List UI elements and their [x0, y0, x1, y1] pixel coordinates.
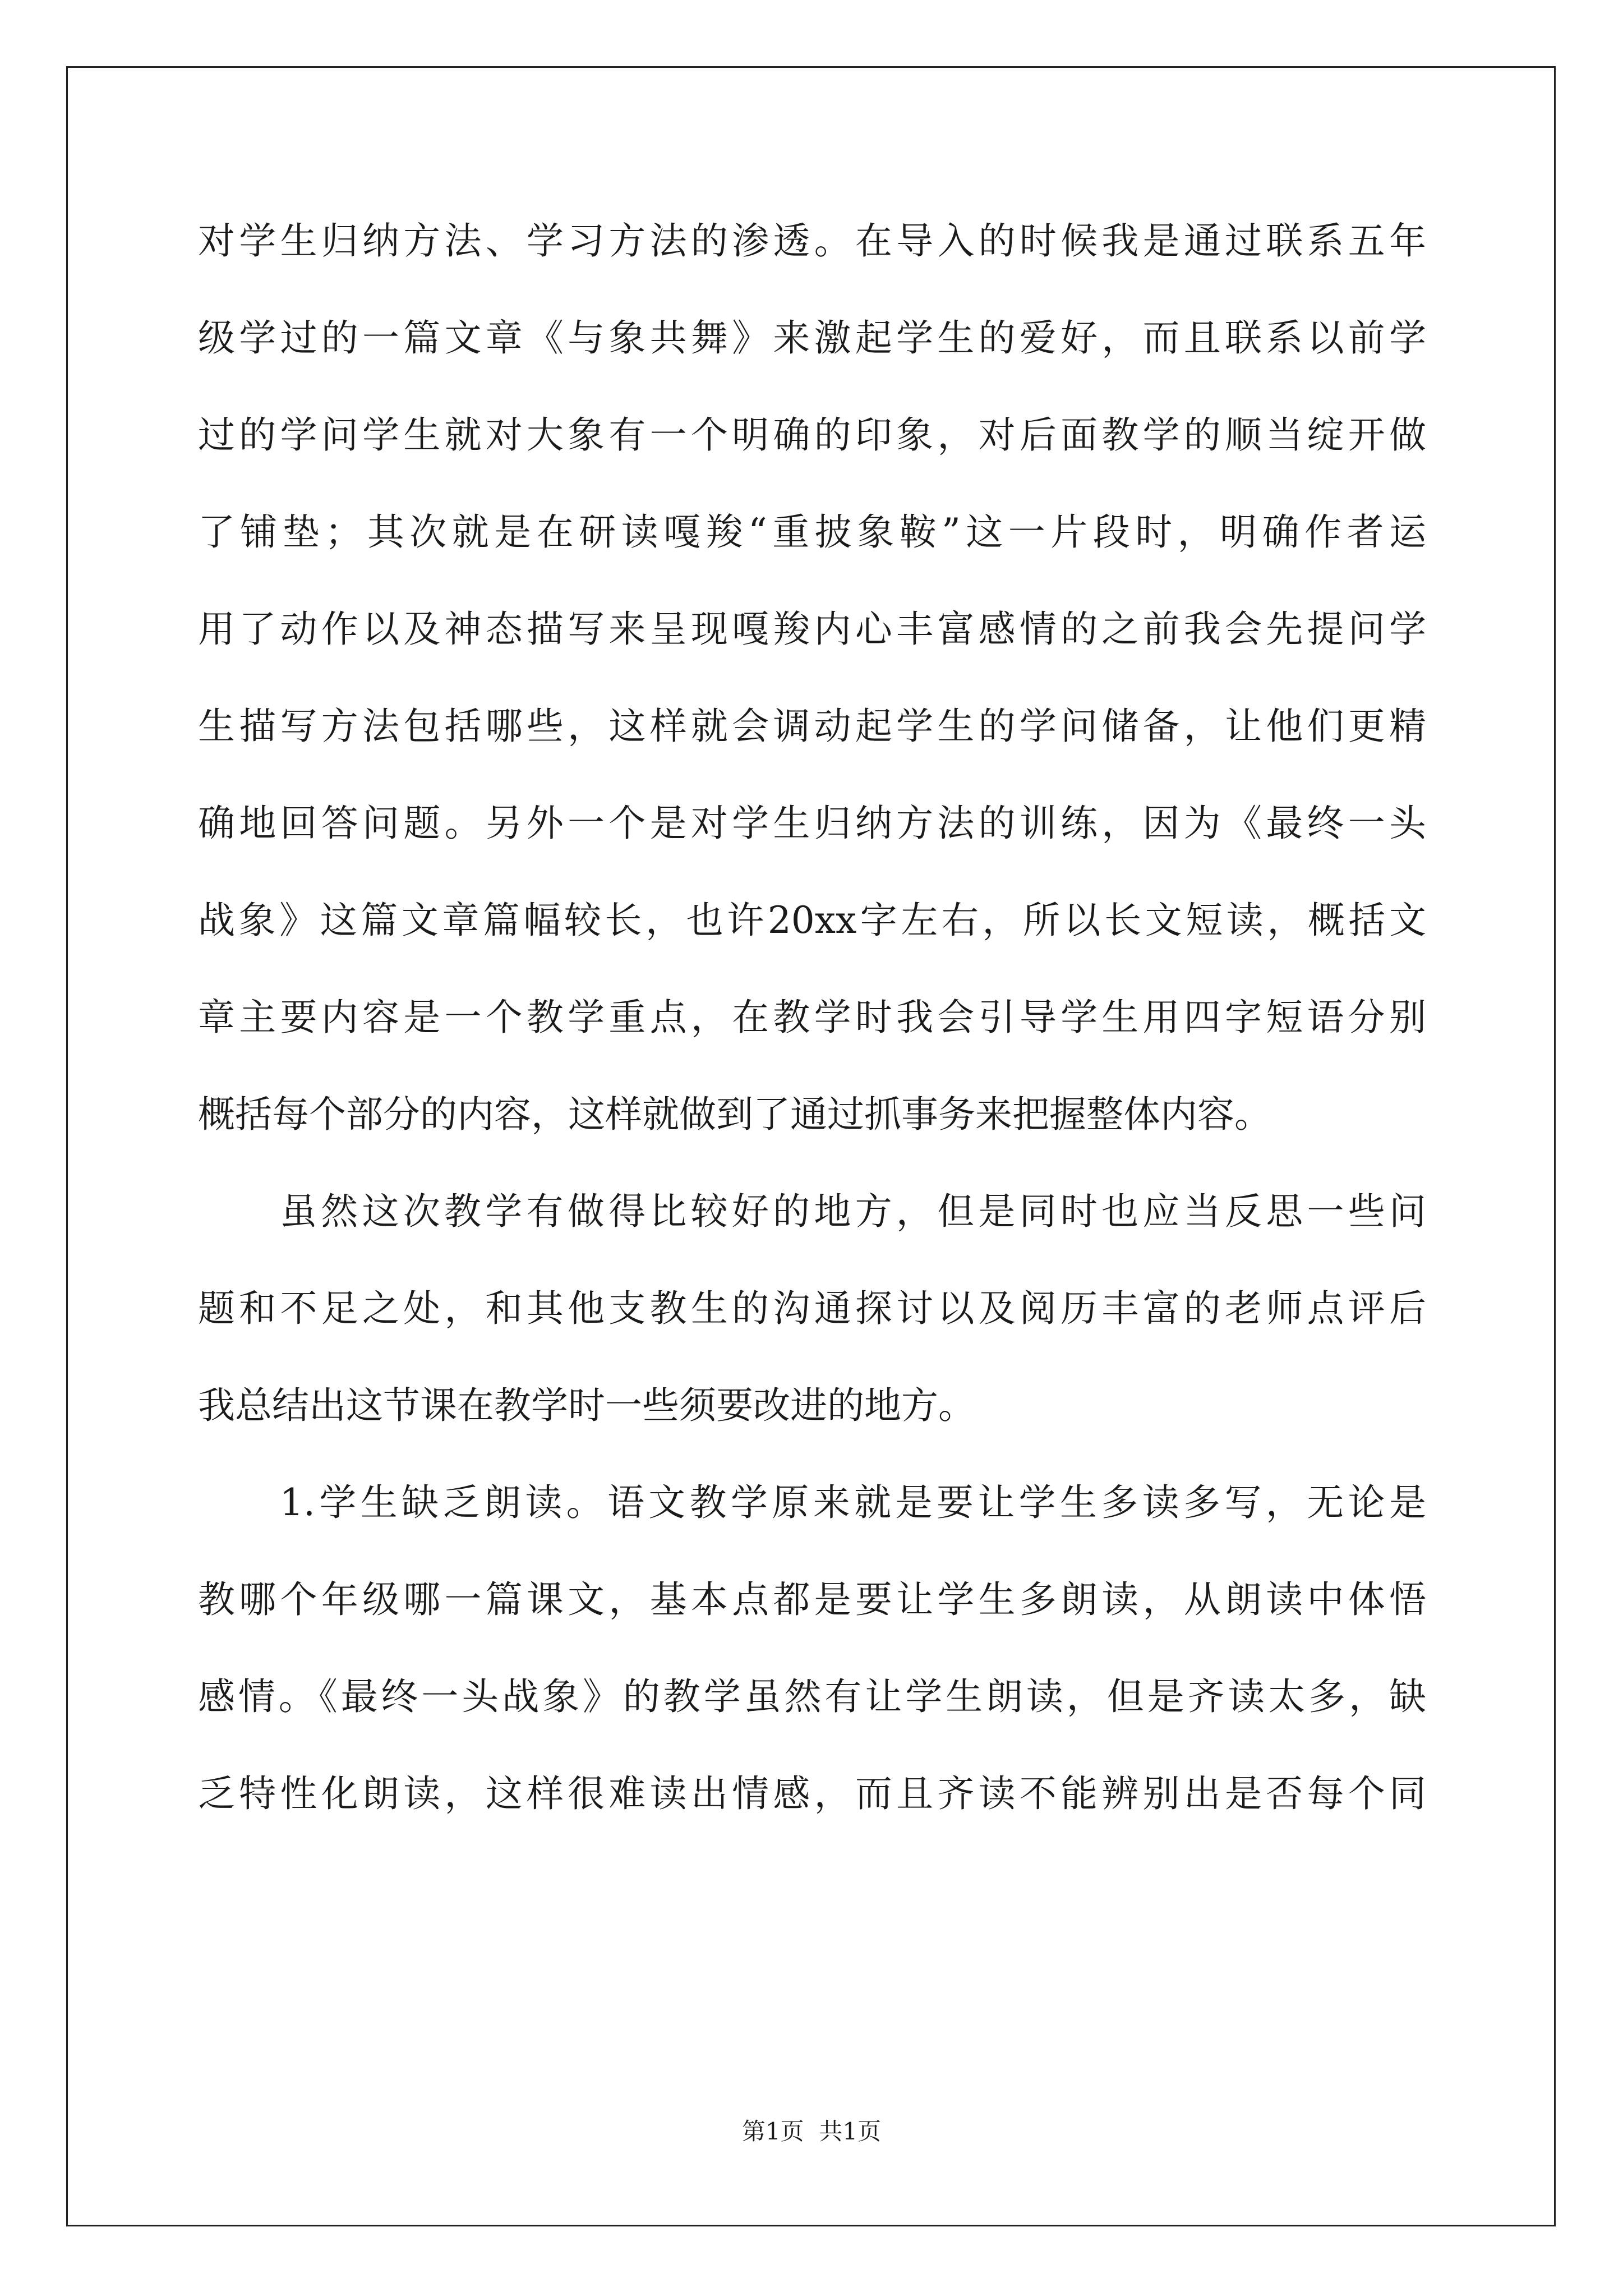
text-line: 章主要内容是一个教学重点，在教学时我会引导学生用四字短语分别 [198, 996, 1426, 1039]
text-line: 我总结出这节课在教学时一些须要改进的地方。 [198, 1384, 975, 1427]
text-line: 了铺垫；其次就是在研读嘎羧“重披象鞍”这一片段时，明确作者运 [198, 510, 1426, 554]
text-line: 乏特性化朗读，这样很难读出情感，而且齐读不能辨别出是否每个同 [198, 1772, 1426, 1815]
document-body [198, 216, 1426, 1866]
text-line: 教哪个年级哪一篇课文，基本点都是要让学生多朗读，从朗读中体悟 [198, 1578, 1426, 1621]
text-line: 题和不足之处，和其他支教生的沟通探讨以及阅历丰富的老师点评后 [198, 1287, 1426, 1330]
text-line: 感情。《最终一头战象》的教学虽然有让学生朗读，但是齐读太多，缺 [198, 1675, 1426, 1718]
text-line: 1.学生缺乏朗读。语文教学原来就是要让学生多读多写，无论是 [280, 1481, 1426, 1524]
text-line: 对学生归纳方法、学习方法的渗透。在导入的时候我是通过联系五年 [198, 219, 1426, 263]
text-line: 用了动作以及神态描写来呈现嘎羧内心丰富感情的之前我会先提问学 [198, 608, 1426, 651]
text-line: 虽然这次教学有做得比较好的地方，但是同时也应当反思一些问 [280, 1190, 1426, 1233]
text-line: 确地回答问题。另外一个是对学生归纳方法的训练，因为《最终一头 [198, 802, 1426, 845]
text-line: 级学过的一篇文章《与象共舞》来激起学生的爱好，而且联系以前学 [198, 316, 1426, 360]
text-line: 生描写方法包括哪些，这样就会调动起学生的学问储备，让他们更精 [198, 705, 1426, 748]
page-footer: 第1页 共1页 [741, 2118, 882, 2145]
text-line: 概括每个部分的内容，这样就做到了通过抓事务来把握整体内容。 [198, 1093, 1271, 1136]
text-line: 战象》这篇文章篇幅较长，也许20xx字左右，所以长文短读，概括文 [198, 899, 1426, 942]
text-line: 过的学问学生就对大象有一个明确的印象，对后面教学的顺当绽开做 [198, 413, 1426, 457]
